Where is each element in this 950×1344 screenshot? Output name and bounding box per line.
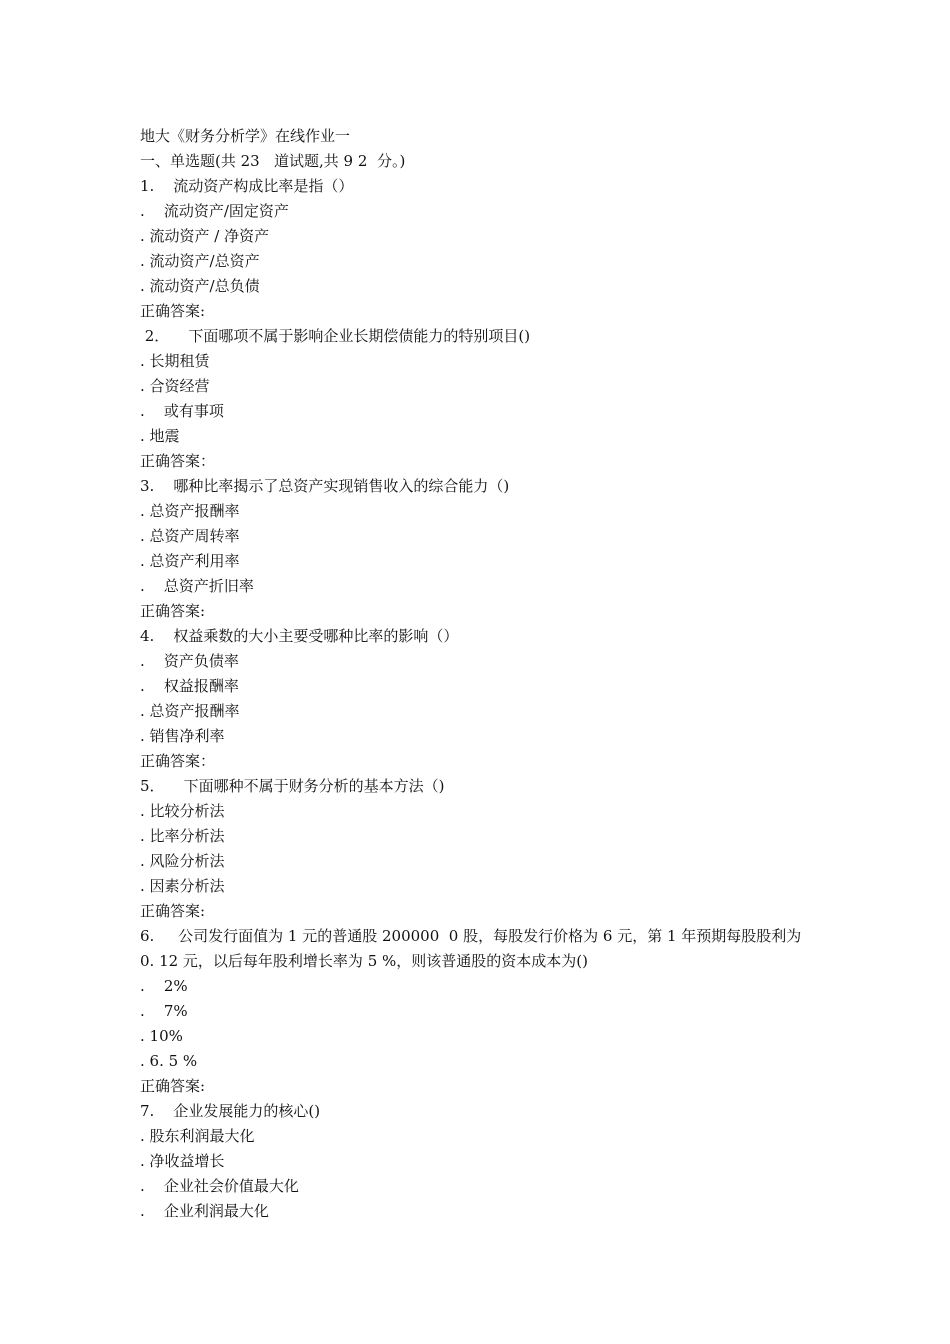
- option-c: . 或有事项: [140, 402, 224, 420]
- option-c: . 总资产利用率: [140, 552, 240, 570]
- option-c: . 流动资产/总资产: [140, 252, 260, 270]
- option-c: . 风险分析法: [140, 852, 225, 870]
- option-a: . 流动资产/固定资产: [140, 202, 289, 220]
- answer-label: 正确答案:: [140, 602, 206, 620]
- question-1: [140, 174, 820, 324]
- option-a: . 2%: [140, 977, 188, 995]
- question-stem: 6. 公司发行面值为 1 元的普通股 200000 0 股，每股发行价格为 6 元，第 1 年预期每股股利为 0. 12 元，以后每年股利增长率为 5 %，则该普通股的资本成本为(): [140, 927, 807, 970]
- option-b: . 7%: [140, 1002, 188, 1020]
- option-a: . 总资产报酬率: [140, 502, 240, 520]
- option-a: . 资产负债率: [140, 652, 239, 670]
- answer-label: 正确答案:: [140, 1077, 206, 1095]
- question-3: [140, 474, 820, 624]
- option-a: . 股东利润最大化: [140, 1127, 255, 1145]
- option-c: . 企业社会价值最大化: [140, 1177, 299, 1195]
- option-d: . 销售净利率: [140, 727, 225, 745]
- option-d: . 因素分析法: [140, 877, 225, 895]
- option-b: . 净收益增长: [140, 1152, 225, 1170]
- answer-label: 正确答案：: [140, 752, 216, 770]
- answer-label: 正确答案：: [140, 452, 216, 470]
- option-b: . 流动资产 / 净资产: [140, 227, 270, 245]
- option-c: . 10%: [140, 1027, 183, 1045]
- question-6: [140, 924, 820, 1099]
- option-d: . 流动资产/总负债: [140, 277, 260, 295]
- question-stem: 2． 下面哪项不属于影响企业长期偿债能力的特别项目(): [140, 327, 531, 345]
- option-d: . 6. 5 %: [140, 1052, 198, 1070]
- question-stem: 7. 企业发展能力的核心(): [140, 1102, 321, 1120]
- question-stem: 4. 权益乘数的大小主要受哪种比率的影响（）: [140, 627, 459, 645]
- option-b: . 总资产周转率: [140, 527, 240, 545]
- option-b: . 合资经营: [140, 377, 210, 395]
- option-d: . 企业利润最大化: [140, 1202, 269, 1220]
- section-heading: 一、单选题(共 23 道试题,共 9 2 分。): [140, 152, 406, 170]
- question-7: [140, 1099, 820, 1224]
- document-page: [140, 124, 820, 1224]
- option-d: . 地震: [140, 427, 180, 445]
- question-2: [140, 324, 820, 474]
- option-b: . 比率分析法: [140, 827, 225, 845]
- option-c: . 总资产报酬率: [140, 702, 240, 720]
- answer-label: 正确答案:: [140, 902, 206, 920]
- option-b: . 权益报酬率: [140, 677, 239, 695]
- option-a: . 比较分析法: [140, 802, 225, 820]
- question-stem: 5． 下面哪种不属于财务分析的基本方法（): [140, 777, 445, 795]
- option-d: . 总资产折旧率: [140, 577, 254, 595]
- question-5: [140, 774, 820, 924]
- answer-label: 正确答案:: [140, 302, 206, 320]
- question-stem: 1. 流动资产构成比率是指（）: [140, 177, 354, 195]
- option-a: . 长期租赁: [140, 352, 210, 370]
- document-title: 地大《财务分析学》在线作业一: [140, 127, 351, 145]
- question-4: [140, 624, 820, 774]
- question-stem: 3. 哪种比率揭示了总资产实现销售收入的综合能力（): [140, 477, 510, 495]
